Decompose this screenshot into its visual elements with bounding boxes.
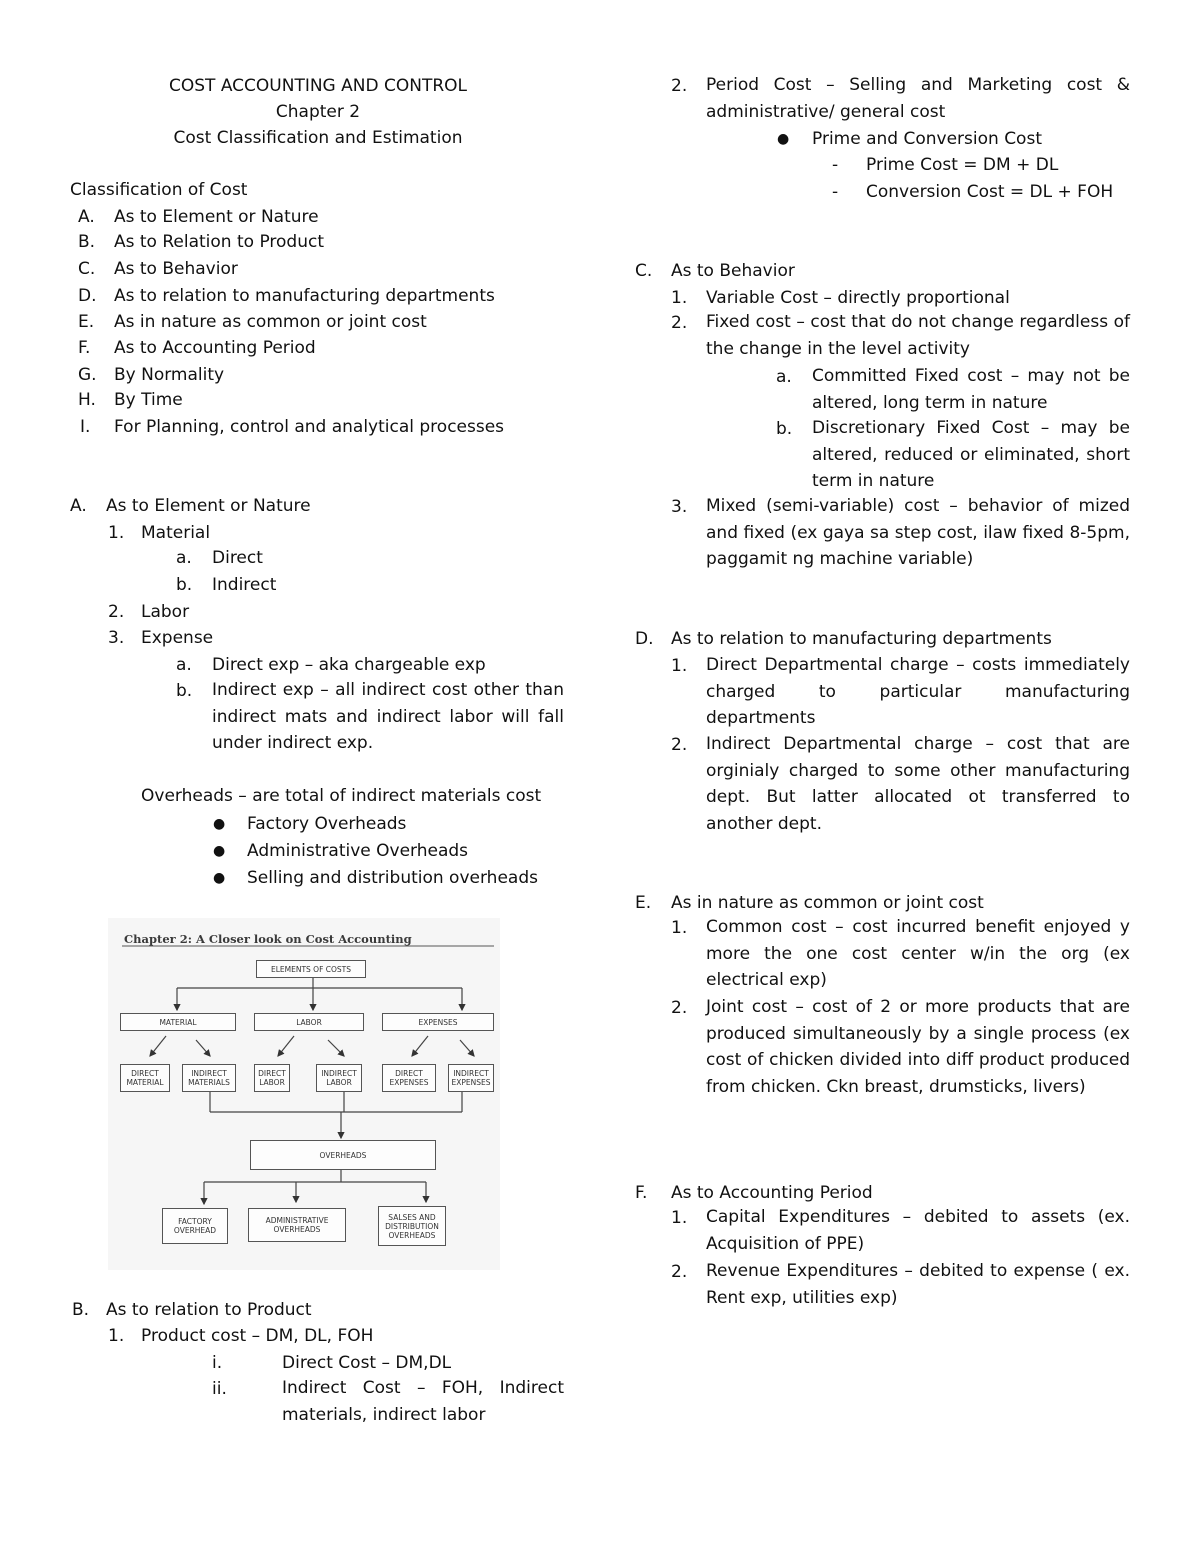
- list-number: 2.: [671, 76, 688, 96]
- bullet-icon: ●: [777, 131, 790, 147]
- material-label: Material: [141, 523, 211, 543]
- diagram-direct-expenses-box: DIRECT EXPENSES: [382, 1064, 436, 1092]
- direct-departmental-charge: Direct Departmental charge – costs immediately charged to particular manufacturing departments: [706, 655, 1130, 728]
- list-letter: a.: [176, 548, 192, 568]
- section-marker: F.: [635, 1183, 648, 1203]
- indirect-cost: Indirect Cost – FOH, Indirect materials, indirect labor: [282, 1378, 564, 1425]
- diagram-title: Chapter 2: A Closer look on Cost Accounting: [124, 932, 412, 946]
- expense-label: Expense: [141, 628, 214, 648]
- list-roman: i.: [212, 1353, 223, 1373]
- section-marker: C.: [635, 261, 653, 281]
- list-number: 2.: [108, 602, 125, 622]
- list-item-marker: A.: [78, 207, 95, 227]
- section-marker: B.: [72, 1300, 90, 1320]
- section-title: As to relation to Product: [106, 1300, 312, 1320]
- connector-line: [150, 1036, 166, 1056]
- list-item-marker: H.: [78, 390, 96, 410]
- connector-line: [328, 1040, 344, 1056]
- section-title: As to relation to manufacturing departments: [671, 629, 1052, 649]
- overheads-note: Overheads – are total of indirect materials cost: [141, 786, 542, 806]
- material-indirect: Indirect: [212, 575, 277, 595]
- capital-expenditures: Capital Expenditures – debited to assets (ex. Acquisition of PPE): [706, 1207, 1130, 1254]
- list-item-marker: B.: [78, 232, 96, 252]
- overhead-item: Selling and distribution overheads: [247, 868, 538, 888]
- list-roman: ii.: [212, 1379, 227, 1399]
- list-number: 3.: [108, 628, 125, 648]
- diagram-overheads-box: OVERHEADS: [250, 1140, 436, 1170]
- section-title: As to Accounting Period: [671, 1183, 873, 1203]
- connector-line: [460, 1040, 474, 1056]
- list-number: 1.: [671, 656, 688, 676]
- list-number: 1.: [108, 523, 125, 543]
- period-cost: Period Cost – Selling and Marketing cost & administrative/ general cost: [706, 75, 1130, 122]
- diagram-factory-overhead-box: FACTORY OVERHEAD: [162, 1208, 228, 1244]
- prime-conversion-heading: Prime and Conversion Cost: [812, 129, 1042, 149]
- bullet-icon: ●: [213, 816, 226, 832]
- mixed-cost: Mixed (semi-variable) cost – behavior of mized and fixed (ex gaya sa step cost, ilaw fixed 8-5pm, paggamit ng machine variable): [706, 496, 1130, 569]
- connector-line: [278, 1036, 294, 1056]
- overhead-item: Administrative Overheads: [247, 841, 469, 861]
- section-title: As to Behavior: [671, 261, 795, 281]
- list-letter: b.: [176, 575, 193, 595]
- bullet-icon: ●: [213, 843, 226, 859]
- diagram-selling-overheads-box: SALSES AND DISTRIBUTION OVERHEADS: [378, 1206, 446, 1246]
- dash-marker: -: [832, 155, 839, 175]
- list-number: 1.: [108, 1326, 125, 1346]
- list-item: As in nature as common or joint cost: [114, 312, 427, 332]
- list-item: As to Behavior: [114, 259, 238, 279]
- dash-marker: -: [832, 182, 839, 202]
- bullet-icon: ●: [213, 870, 226, 886]
- diagram-administrative-overheads-box: ADMINISTRATIVE OVERHEADS: [248, 1208, 346, 1242]
- list-number: 2.: [671, 735, 688, 755]
- connector-line: [196, 1040, 210, 1056]
- list-number: 1.: [671, 918, 688, 938]
- diagram-indirect-labor-box: INDIRECT LABOR: [316, 1064, 362, 1092]
- list-item: As to relation to manufacturing departments: [114, 286, 495, 306]
- list-item-marker: D.: [78, 286, 97, 306]
- list-number: 1.: [671, 1208, 688, 1228]
- diagram-labor-box: LABOR: [254, 1013, 364, 1031]
- list-item: By Time: [114, 390, 183, 410]
- diagram-direct-material-box: DIRECT MATERIAL: [120, 1064, 170, 1092]
- list-item: As to Element or Nature: [114, 207, 319, 227]
- expense-indirect: Indirect exp – all indirect cost other than indirect mats and indirect labor will fall under indirect exp.: [212, 680, 564, 753]
- course-title: COST ACCOUNTING AND CONTROL: [169, 76, 467, 96]
- committed-fixed-cost: Committed Fixed cost – may not be altered, long term in nature: [812, 366, 1130, 413]
- list-item: By Normality: [114, 365, 225, 385]
- diagram-root-box: ELEMENTS OF COSTS: [256, 960, 366, 978]
- product-cost: Product cost – DM, DL, FOH: [141, 1326, 374, 1346]
- expense-direct: Direct exp – aka chargeable exp: [212, 655, 486, 675]
- list-item: As to Relation to Product: [114, 232, 324, 252]
- diagram-indirect-materials-box: INDIRECT MATERIALS: [182, 1064, 236, 1092]
- list-number: 2.: [671, 998, 688, 1018]
- list-letter: a.: [176, 655, 192, 675]
- material-direct: Direct: [212, 548, 263, 568]
- labor-label: Labor: [141, 602, 190, 622]
- diagram-expenses-box: EXPENSES: [382, 1013, 494, 1031]
- overhead-item: Factory Overheads: [247, 814, 407, 834]
- section-title: As to Element or Nature: [106, 496, 311, 516]
- list-letter: a.: [776, 367, 792, 387]
- joint-cost: Joint cost – cost of 2 or more products that are produced simultaneously by a single process (ex cost of chicken divided into diff product produced from chicken. Ckn breast, drumsticks, livers): [706, 997, 1130, 1097]
- variable-cost: Variable Cost – directly proportional: [706, 288, 1010, 308]
- chapter-number: Chapter 2: [275, 102, 361, 122]
- section-marker: D.: [635, 629, 654, 649]
- classification-heading: Classification of Cost: [70, 180, 248, 200]
- section-marker: E.: [635, 893, 652, 913]
- list-letter: b.: [776, 419, 793, 439]
- list-number: 3.: [671, 497, 688, 517]
- common-cost: Common cost – cost incurred benefit enjoyed y more the one cost center w/in the org (ex electrical exp): [706, 917, 1130, 990]
- list-item-marker: E.: [78, 312, 95, 332]
- list-number: 2.: [671, 313, 688, 333]
- direct-cost: Direct Cost – DM,DL: [282, 1353, 452, 1373]
- indirect-departmental-charge: Indirect Departmental charge – cost that are orginialy charged to some other manufacturing dept. But latter allocated ot transferred to another dept.: [706, 734, 1130, 834]
- diagram-direct-labor-box: DIRECT LABOR: [254, 1064, 290, 1092]
- conversion-cost: Conversion Cost = DL + FOH: [866, 182, 1114, 202]
- list-number: 1.: [671, 288, 688, 308]
- list-item-marker: F.: [78, 338, 91, 358]
- list-item-marker: G.: [78, 365, 97, 385]
- list-item-marker: C.: [78, 259, 96, 279]
- list-number: 2.: [671, 1262, 688, 1282]
- diagram-indirect-expenses-box: INDIRECT EXPENSES: [448, 1064, 494, 1092]
- list-letter: b.: [176, 681, 193, 701]
- prime-cost: Prime Cost = DM + DL: [866, 155, 1059, 175]
- discretionary-fixed-cost: Discretionary Fixed Cost – may be altered, reduced or eliminated, short term in nature: [812, 418, 1130, 491]
- list-item-marker: I.: [80, 417, 91, 437]
- fixed-cost: Fixed cost – cost that do not change regardless of the change in the level activity: [706, 312, 1130, 359]
- section-marker: A.: [70, 496, 87, 516]
- diagram-material-box: MATERIAL: [120, 1013, 236, 1031]
- section-title: As in nature as common or joint cost: [671, 893, 984, 913]
- list-item: As to Accounting Period: [114, 338, 316, 358]
- revenue-expenditures: Revenue Expenditures – debited to expense ( ex. Rent exp, utilities exp): [706, 1261, 1130, 1308]
- connector-line: [412, 1036, 428, 1056]
- list-item: For Planning, control and analytical processes: [114, 417, 505, 437]
- elements-of-cost-diagram: [108, 918, 500, 1270]
- chapter-topic: Cost Classification and Estimation: [173, 128, 463, 148]
